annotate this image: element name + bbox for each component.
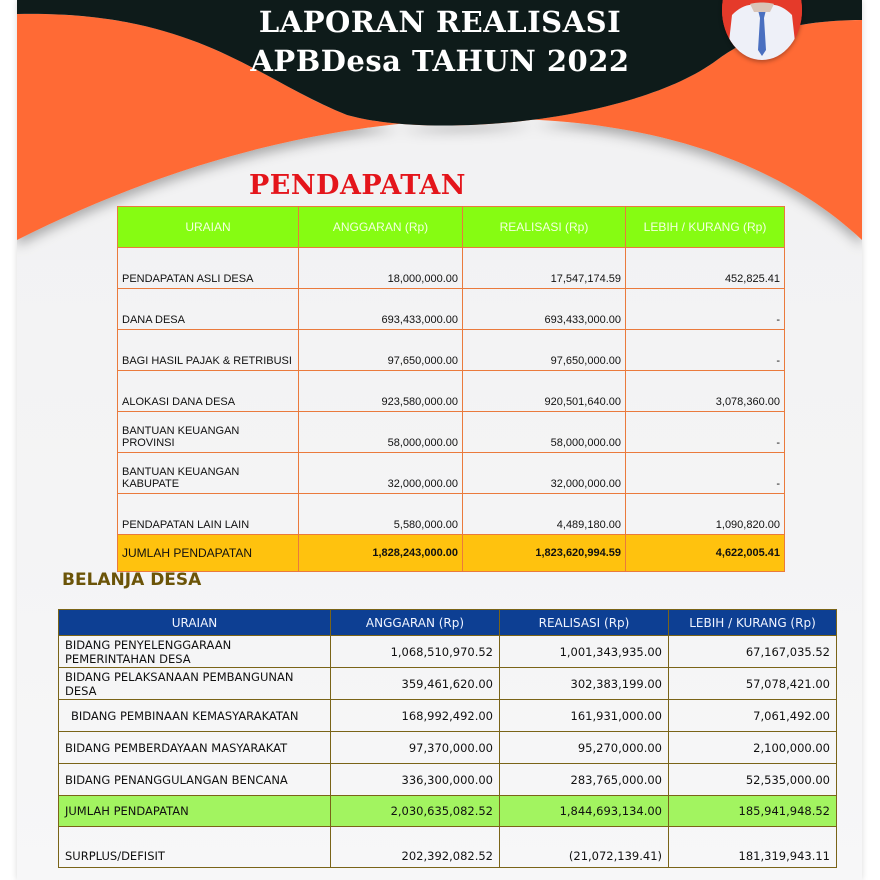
title-line-1: LAPORAN REALISASI: [258, 5, 622, 39]
table-header-row: [118, 207, 785, 248]
realisasi-cell: 97,650,000.00: [463, 330, 626, 371]
column-header: ANGGARAN (Rp): [299, 207, 463, 248]
total-label: JUMLAH PENDAPATAN: [59, 796, 331, 827]
surplus-realisasi: (21,072,139.41): [500, 827, 669, 868]
row-label: BAGI HASIL PAJAK & RETRIBUSI: [118, 330, 299, 371]
selisih-cell: -: [626, 412, 785, 453]
column-header: ANGGARAN (Rp): [331, 610, 500, 636]
realisasi-cell: 161,931,000.00: [500, 700, 669, 732]
row-label: BIDANG PELAKSANAAN PEMBANGUNAN DESA: [59, 668, 331, 700]
surplus-anggaran: 202,392,082.52: [331, 827, 500, 868]
surplus-selisih: 181,319,943.11: [669, 827, 837, 868]
row-label: PENDAPATAN LAIN LAIN: [118, 494, 299, 535]
table-row: [118, 330, 785, 371]
row-label: BIDANG PEMBERDAYAAN MASYARAKAT: [59, 732, 331, 764]
anggaran-cell: 97,370,000.00: [331, 732, 500, 764]
anggaran-cell: 923,580,000.00: [299, 371, 463, 412]
realisasi-cell: 95,270,000.00: [500, 732, 669, 764]
selisih-cell: 452,825.41: [626, 248, 785, 289]
title-line-2: APBDesa TAHUN 2022: [250, 44, 630, 78]
realisasi-cell: 58,000,000.00: [463, 412, 626, 453]
total-anggaran: 2,030,635,082.52: [331, 796, 500, 827]
table-row: [118, 494, 785, 535]
anggaran-cell: 168,992,492.00: [331, 700, 500, 732]
selisih-cell: 7,061,492.00: [669, 700, 837, 732]
column-header: LEBIH / KURANG (Rp): [626, 207, 785, 248]
anggaran-cell: 5,580,000.00: [299, 494, 463, 535]
selisih-cell: -: [626, 330, 785, 371]
table-row: [59, 732, 837, 764]
table-row: [118, 453, 785, 494]
realisasi-cell: 283,765,000.00: [500, 764, 669, 796]
column-header: REALISASI (Rp): [500, 610, 669, 636]
belanja-table: [58, 609, 837, 868]
total-realisasi: 1,844,693,134.00: [500, 796, 669, 827]
anggaran-cell: 18,000,000.00: [299, 248, 463, 289]
selisih-cell: -: [626, 453, 785, 494]
row-label: BIDANG PENYELENGGARAAN PEMERINTAHAN DESA: [59, 636, 331, 668]
selisih-cell: 1,090,820.00: [626, 494, 785, 535]
row-label: DANA DESA: [118, 289, 299, 330]
selisih-cell: -: [626, 289, 785, 330]
table-row: [118, 371, 785, 412]
realisasi-cell: 4,489,180.00: [463, 494, 626, 535]
anggaran-cell: 32,000,000.00: [299, 453, 463, 494]
table-row: [59, 636, 837, 668]
column-header: URAIAN: [59, 610, 331, 636]
belanja-heading: BELANJA DESA: [62, 570, 202, 590]
row-label: BIDANG PENANGGULANGAN BENCANA: [59, 764, 331, 796]
total-row: [59, 796, 837, 827]
total-selisih: 185,941,948.52: [669, 796, 837, 827]
row-label: PENDAPATAN ASLI DESA: [118, 248, 299, 289]
realisasi-cell: 302,383,199.00: [500, 668, 669, 700]
selisih-cell: 52,535,000.00: [669, 764, 837, 796]
anggaran-cell: 97,650,000.00: [299, 330, 463, 371]
selisih-cell: 2,100,000.00: [669, 732, 837, 764]
selisih-cell: 67,167,035.52: [669, 636, 837, 668]
selisih-cell: 3,078,360.00: [626, 371, 785, 412]
table-header-row: [59, 610, 837, 636]
pendapatan-table: [117, 206, 785, 572]
row-label: BANTUAN KEUANGAN KABUPATE: [118, 453, 299, 494]
surplus-row: [59, 827, 837, 868]
selisih-cell: 57,078,421.00: [669, 668, 837, 700]
row-label: BANTUAN KEUANGAN PROVINSI: [118, 412, 299, 453]
total-anggaran: 1,828,243,000.00: [299, 535, 463, 572]
total-label: JUMLAH PENDAPATAN: [118, 535, 299, 572]
realisasi-cell: 693,433,000.00: [463, 289, 626, 330]
table-row: [59, 764, 837, 796]
total-row: [118, 535, 785, 572]
realisasi-cell: 920,501,640.00: [463, 371, 626, 412]
surplus-label: SURPLUS/DEFISIT: [59, 827, 331, 868]
column-header: URAIAN: [118, 207, 299, 248]
realisasi-cell: 32,000,000.00: [463, 453, 626, 494]
realisasi-cell: 17,547,174.59: [463, 248, 626, 289]
anggaran-cell: 58,000,000.00: [299, 412, 463, 453]
column-header: REALISASI (Rp): [463, 207, 626, 248]
column-header: LEBIH / KURANG (Rp): [669, 610, 837, 636]
pendapatan-heading: PENDAPATAN: [249, 170, 466, 201]
anggaran-cell: 1,068,510,970.52: [331, 636, 500, 668]
realisasi-cell: 1,001,343,935.00: [500, 636, 669, 668]
table-row: [59, 668, 837, 700]
row-label: BIDANG PEMBINAAN KEMASYARAKATAN: [59, 700, 331, 732]
anggaran-cell: 693,433,000.00: [299, 289, 463, 330]
total-selisih: 4,622,005.41: [626, 535, 785, 572]
table-row: [118, 289, 785, 330]
table-row: [118, 248, 785, 289]
table-row: [59, 700, 837, 732]
table-row: [118, 412, 785, 453]
anggaran-cell: 359,461,620.00: [331, 668, 500, 700]
total-realisasi: 1,823,620,994.59: [463, 535, 626, 572]
anggaran-cell: 336,300,000.00: [331, 764, 500, 796]
row-label: ALOKASI DANA DESA: [118, 371, 299, 412]
